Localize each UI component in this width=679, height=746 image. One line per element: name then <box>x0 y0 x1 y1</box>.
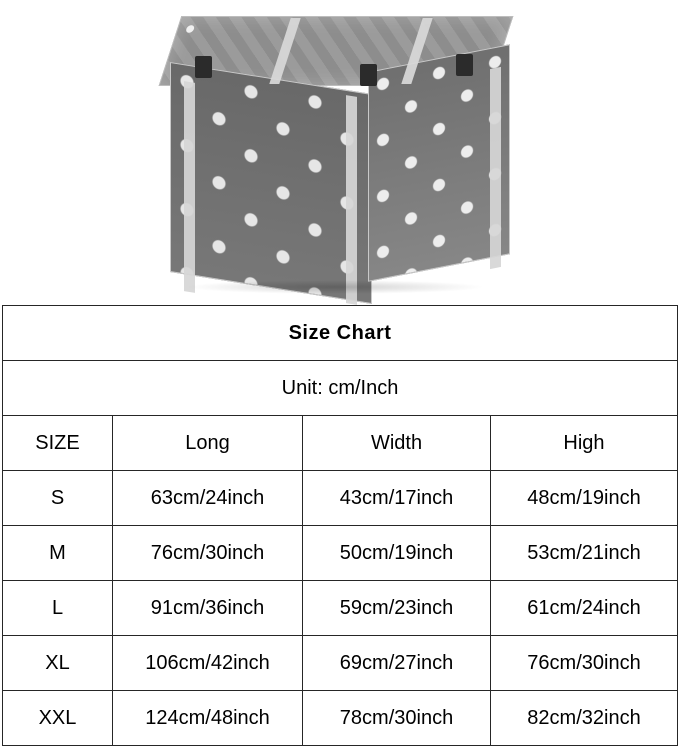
cell-high: 48cm/19inch <box>491 471 678 526</box>
crate-front-strap-right <box>346 95 357 305</box>
buckle-icon <box>360 64 377 86</box>
table-row <box>3 581 678 636</box>
cell-width: 50cm/19inch <box>303 526 491 581</box>
size-chart-table <box>2 305 678 746</box>
size-chart-title: Size Chart <box>3 306 678 361</box>
product-shadow <box>185 280 485 294</box>
table-title-row <box>3 306 678 361</box>
cell-size: XL <box>3 636 113 691</box>
crate-side-panel <box>368 44 510 282</box>
cell-long: 124cm/48inch <box>113 691 303 746</box>
cell-long: 106cm/42inch <box>113 636 303 691</box>
buckle-icon <box>195 56 212 78</box>
table-row <box>3 636 678 691</box>
cell-high: 76cm/30inch <box>491 636 678 691</box>
cell-size: L <box>3 581 113 636</box>
cell-long: 63cm/24inch <box>113 471 303 526</box>
table-row <box>3 526 678 581</box>
cell-long: 91cm/36inch <box>113 581 303 636</box>
cell-high: 82cm/32inch <box>491 691 678 746</box>
unit-note: Unit: cm/Inch <box>3 361 678 416</box>
column-header-high: High <box>491 416 678 471</box>
cell-long: 76cm/30inch <box>113 526 303 581</box>
cell-high: 53cm/21inch <box>491 526 678 581</box>
cell-size: XXL <box>3 691 113 746</box>
column-header-size: SIZE <box>3 416 113 471</box>
table-row <box>3 691 678 746</box>
crate-cover-illustration <box>160 16 520 296</box>
column-header-long: Long <box>113 416 303 471</box>
size-chart-section <box>0 305 679 746</box>
table-row <box>3 471 678 526</box>
cell-size: S <box>3 471 113 526</box>
cell-size: M <box>3 526 113 581</box>
column-header-width: Width <box>303 416 491 471</box>
table-unit-row <box>3 361 678 416</box>
crate-side-strap-right <box>490 67 501 269</box>
product-image <box>0 0 679 305</box>
crate-front-strap-left <box>184 81 195 293</box>
table-header-row <box>3 416 678 471</box>
buckle-icon <box>456 54 473 76</box>
cell-width: 69cm/27inch <box>303 636 491 691</box>
crate-front-panel <box>170 62 372 304</box>
cell-high: 61cm/24inch <box>491 581 678 636</box>
cell-width: 59cm/23inch <box>303 581 491 636</box>
cell-width: 43cm/17inch <box>303 471 491 526</box>
cell-width: 78cm/30inch <box>303 691 491 746</box>
